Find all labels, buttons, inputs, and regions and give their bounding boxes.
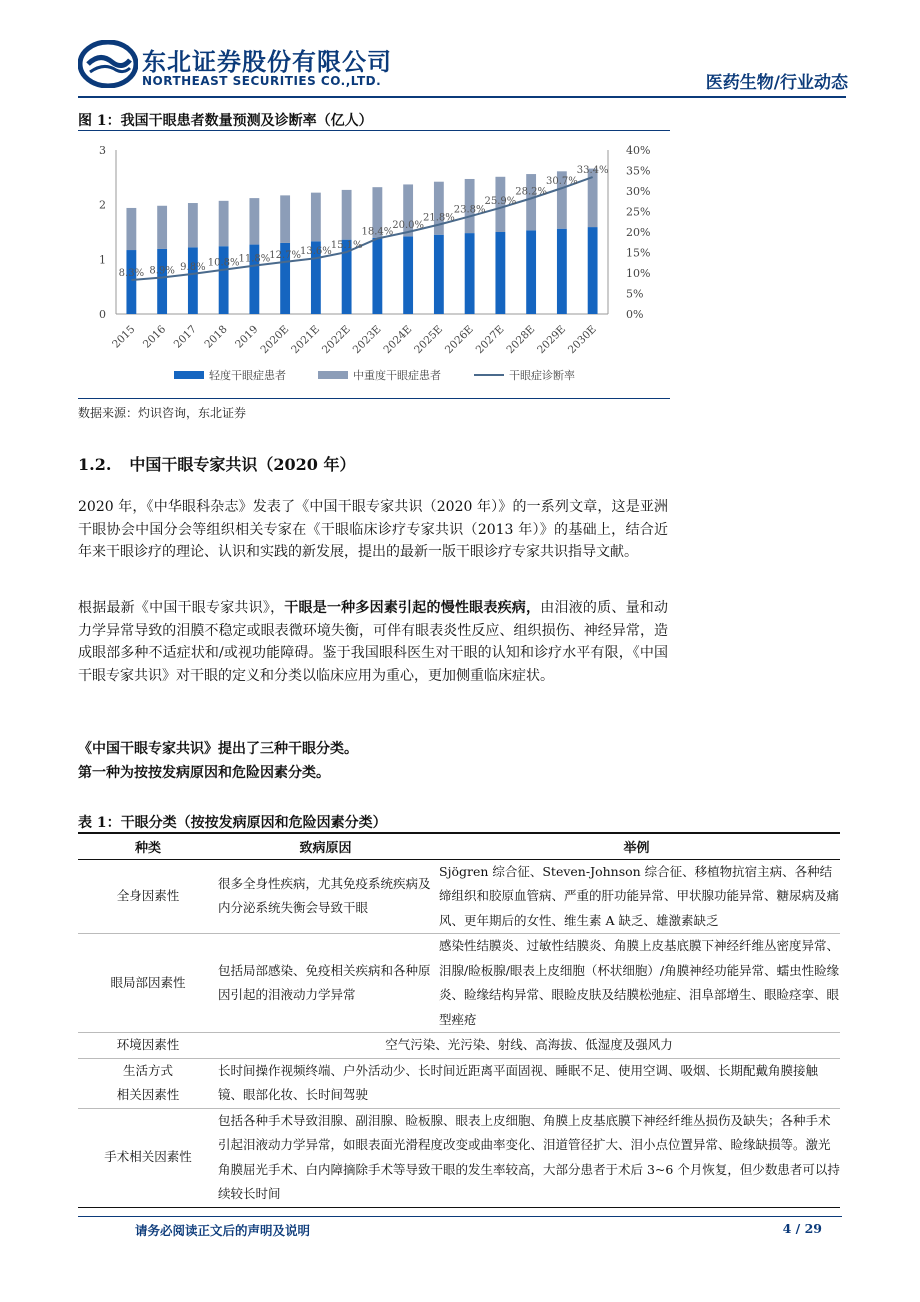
y-tick-right: 10% bbox=[626, 267, 651, 280]
table-title: 表 1：干眼分类（按按发病原因和危险因素分类） bbox=[78, 815, 387, 831]
classification-first: 第一种为按按发病原因和危险因素分类。 bbox=[78, 765, 330, 781]
bar-light bbox=[403, 236, 413, 314]
x-tick-label: 2026E bbox=[442, 323, 476, 357]
bar-light bbox=[188, 247, 198, 314]
section-number: 1.2. bbox=[78, 455, 112, 474]
rate-label: 18.4% bbox=[361, 226, 394, 238]
y-tick-right: 15% bbox=[626, 246, 651, 260]
legend-label-heavy: 中重度干眼症患者 bbox=[353, 369, 441, 382]
paragraph-1: 2020 年，《中华眼科杂志》发表了《中国干眼专家共识（2020 年）》的一系列文章，这是亚洲干眼协会中国分会等组织相关专家在《干眼临床诊疗专家共识（2013 年）》的基础上，结合近年来干眼诊疗的理论、认识和实践的新发展，提出的最新一版干眼诊疗专家共识指导文献。 bbox=[78, 499, 668, 561]
x-tick-label: 2027E bbox=[473, 323, 507, 357]
x-tick-label: 2018 bbox=[202, 323, 230, 351]
legend-label-light: 轻度干眼症患者 bbox=[209, 369, 286, 382]
bar-heavy bbox=[311, 193, 321, 242]
x-tick-label: 2024E bbox=[381, 323, 415, 357]
company-name-cn: 东北证券股份有限公司 bbox=[142, 48, 392, 76]
row-merged: 包括各种手术导致泪腺、副泪腺、睑板腺、眼表上皮细胞、角膜上皮基底膜下神经纤维丛损伤及缺失；各种手术引起泪液动力学异常，如眼表面光滑程度改变或曲率变化、泪道管径扩大、泪小点位置异常、睑缘缺损等。激光角膜屈光手术、白内障摘除手术等导致干眼的发生率较高，大部分患者于术后 3~6 个月恢复，但少数患者可以持续较长时间 bbox=[218, 1108, 840, 1207]
header-example: 举例 bbox=[433, 833, 840, 859]
y-tick-right: 0% bbox=[626, 308, 644, 321]
bar-light bbox=[372, 238, 382, 314]
row-kind-line1: 生活方式 bbox=[122, 1062, 173, 1078]
rate-label: 30.7% bbox=[545, 176, 578, 188]
paragraph-2 bbox=[78, 597, 668, 687]
rate-label: 12.7% bbox=[269, 249, 302, 261]
x-tick-label: 2023E bbox=[350, 323, 384, 357]
footer-disclaimer: 请务必阅读正文后的声明及说明 bbox=[135, 1223, 311, 1238]
bar-heavy bbox=[342, 190, 352, 240]
figure-title: 图 1：我国干眼患者数量预测及诊断率（亿人） bbox=[78, 113, 373, 129]
rate-label: 20.0% bbox=[392, 220, 425, 231]
y-tick-right: 20% bbox=[626, 226, 651, 239]
bar-light bbox=[526, 230, 536, 314]
row-kind: 眼局部因素性 bbox=[78, 934, 218, 1033]
row-cause: 很多全身性疾病，尤其免疫系统疾病及内分泌系统失衡会导致干眼 bbox=[218, 859, 433, 934]
x-tick-label: 2020E bbox=[258, 323, 292, 357]
footer-divider bbox=[78, 1216, 842, 1217]
x-tick-label: 2016 bbox=[140, 323, 169, 351]
rate-label: 13.6% bbox=[299, 246, 332, 258]
bar-heavy bbox=[188, 203, 198, 247]
y-tick-right: 5% bbox=[626, 287, 644, 301]
legend-label-rate: 干眼症诊断率 bbox=[509, 369, 575, 382]
bar-light bbox=[557, 229, 567, 314]
row-kind bbox=[78, 1058, 218, 1108]
x-tick-label: 2025E bbox=[412, 323, 445, 357]
rate-label: 33.4% bbox=[576, 165, 609, 177]
y-tick-left: 1 bbox=[99, 253, 106, 267]
bar-heavy bbox=[434, 182, 444, 235]
y-tick-right: 25% bbox=[626, 205, 651, 219]
row-cause: 包括局部感染、免疫相关疾病和各种原因引起的泪液动力学异常 bbox=[218, 934, 433, 1033]
paragraph-2-body: 由泪液的质、量和动力学异常导致的泪膜不稳定或眼表微环境失衡，可伴有眼表炎性反应、组织损伤、神经异常，造成眼部多种不适症状和/或视功能障碍。鉴于我国眼科医生对干眼的认知和诊疗水平有限，《中国干眼专家共识》对干眼的定义和分类以临床应用为重心，更加侧重临床症状。 bbox=[78, 600, 669, 684]
figure-top-rule bbox=[78, 130, 670, 131]
x-tick-label: 2021E bbox=[289, 323, 322, 357]
company-logo-icon bbox=[78, 40, 138, 88]
rate-label: 8.9% bbox=[149, 265, 175, 277]
y-tick-left: 2 bbox=[99, 198, 106, 212]
legend-swatch-heavy bbox=[318, 371, 348, 379]
classification-intro: 《中国干眼专家共识》提出了三种干眼分类。 bbox=[78, 741, 358, 757]
y-tick-right: 40% bbox=[626, 144, 651, 157]
dry-eye-chart bbox=[78, 136, 670, 398]
rate-label: 28.2% bbox=[515, 186, 548, 198]
y-tick-left: 0 bbox=[99, 308, 106, 321]
x-tick-label: 2022E bbox=[319, 323, 353, 357]
bar-heavy bbox=[526, 174, 536, 230]
section-title: 中国干眼专家共识（2020 年） bbox=[129, 455, 356, 474]
rate-label: 23.8% bbox=[453, 204, 486, 216]
row-example: 感染性结膜炎、过敏性结膜炎、角膜上皮基底膜下神经纤维丛密度异常、泪腺/睑板腺/眼表上皮细胞（杯状细胞）/角膜神经功能异常、蠕虫性睑缘炎、睑缘结构异常、眼睑皮肤及结膜松弛症、泪阜部增生、眼睑痉挛、眼型痤疮 bbox=[433, 934, 840, 1033]
y-tick-right: 35% bbox=[626, 164, 651, 178]
table-row bbox=[78, 1108, 840, 1207]
table-header-row bbox=[78, 833, 840, 859]
bar-heavy bbox=[249, 198, 259, 244]
bar-light bbox=[465, 233, 475, 314]
bar-heavy bbox=[126, 208, 136, 250]
row-kind: 手术相关因素性 bbox=[78, 1108, 218, 1207]
table-row bbox=[78, 1033, 840, 1059]
x-tick-label: 2030E bbox=[565, 323, 599, 357]
bar-heavy bbox=[280, 195, 290, 243]
row-kind-line2: 相关因素性 bbox=[116, 1087, 180, 1102]
bar-heavy bbox=[219, 201, 229, 246]
paragraph-2-lead: 根据最新《中国干眼专家共识》， bbox=[78, 600, 285, 616]
figure-bottom-rule bbox=[78, 398, 670, 399]
paragraph-2-highlight: 干眼是一种多因素引起的慢性眼表疾病， bbox=[284, 600, 541, 616]
bar-light bbox=[126, 250, 136, 314]
section-heading bbox=[78, 452, 356, 475]
header-cause: 致病原因 bbox=[218, 833, 433, 859]
header-kind: 种类 bbox=[78, 833, 218, 859]
company-name-en: NORTHEAST SECURITIES CO.,LTD. bbox=[142, 74, 382, 88]
x-tick-label: 2019 bbox=[233, 323, 261, 351]
row-merged: 空气污染、光污染、射线、高海拔、低湿度及强风力 bbox=[218, 1033, 840, 1059]
header-divider bbox=[78, 96, 846, 98]
rate-label: 15.1% bbox=[330, 240, 363, 252]
page-header bbox=[78, 40, 848, 98]
figure-source: 数据来源：灼识咨询，东北证券 bbox=[78, 406, 247, 420]
bar-light bbox=[495, 232, 505, 314]
rate-label: 10.8% bbox=[207, 257, 240, 269]
y-tick-right: 30% bbox=[626, 185, 651, 198]
y-tick-left: 3 bbox=[99, 144, 106, 157]
classification-table bbox=[78, 832, 840, 1208]
x-tick-label: 2029E bbox=[535, 323, 568, 357]
row-merged: 长时间操作视频终端、户外活动少、长时间近距离平面固视、睡眠不足、使用空调、吸烟、长期配戴角膜接触镜、眼部化妆、长时间驾驶 bbox=[218, 1058, 840, 1108]
x-tick-label: 2015 bbox=[110, 323, 138, 351]
bar-light bbox=[434, 235, 444, 314]
x-tick-label: 2017 bbox=[171, 323, 199, 351]
rate-label: 9.8% bbox=[180, 261, 206, 273]
table-row bbox=[78, 859, 840, 934]
bar-heavy bbox=[157, 206, 167, 249]
bar-light bbox=[588, 227, 598, 314]
legend-swatch-light bbox=[174, 371, 204, 379]
bar-light bbox=[157, 249, 167, 314]
rate-label: 11.8% bbox=[238, 253, 271, 265]
row-kind: 全身因素性 bbox=[78, 859, 218, 934]
row-kind: 环境因素性 bbox=[78, 1033, 218, 1059]
x-tick-label: 2028E bbox=[504, 323, 538, 357]
rate-label: 8.3% bbox=[118, 267, 145, 279]
rate-label: 21.8% bbox=[422, 212, 455, 224]
bar-light bbox=[219, 246, 229, 314]
table-row bbox=[78, 934, 840, 1033]
row-example: Sjögren 综合征、Steven-Johnson 综合征、移植物抗宿主病、各种结缔组织和胶原血管病、严重的肝功能异常、甲状腺功能异常、糖尿病及痛风、更年期后的女性、维生素 A 缺乏、雄激素缺乏 bbox=[433, 859, 840, 934]
rate-label: 25.9% bbox=[484, 195, 517, 207]
page-number: 4 / 29 bbox=[782, 1221, 822, 1236]
table-row bbox=[78, 1058, 840, 1108]
report-category: 医药生物/行业动态 bbox=[705, 73, 848, 93]
